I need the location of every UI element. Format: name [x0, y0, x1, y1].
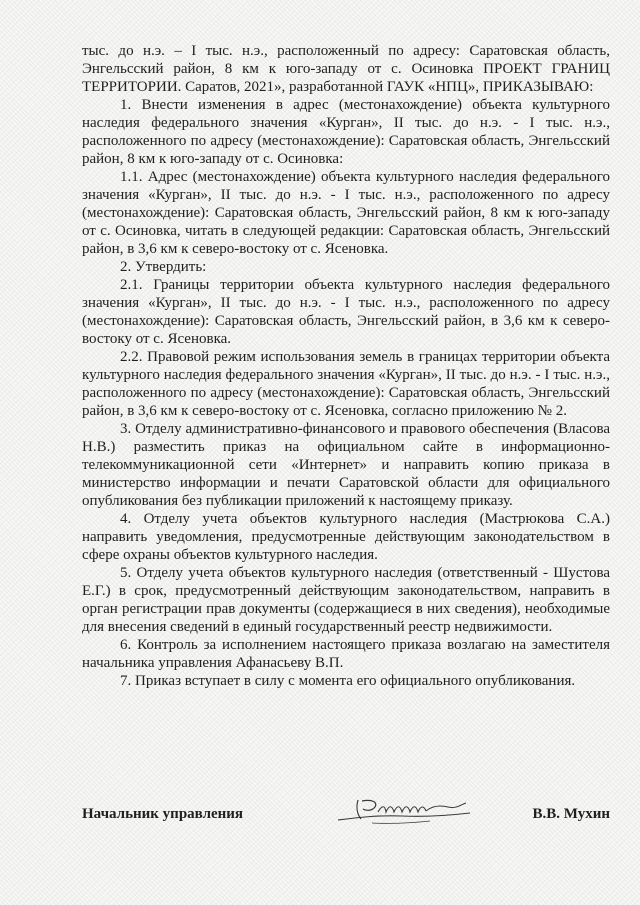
item-2-paragraph: 2. Утвердить:: [120, 259, 207, 275]
item-4-paragraph: 4. Отделу учета объектов культурного наследия (Мастрюкова С.А.) направить уведомления, предусмотренные действующим законодательством в сфере охраны объектов культурного наследия.: [82, 511, 610, 563]
item-7-paragraph: 7. Приказ вступает в силу с момента его официального опубликования.: [120, 673, 576, 689]
item-3-paragraph: 3. Отделу административно-финансового и правового обеспечения (Власова Н.В.) разместить приказ на официальном сайте в информационно-телекоммуникационной сети «Интернет» и направить копию приказа в министерство информации и печати Саратовской области для официального опубликования без публикации приложений к настоящему приказу.: [82, 421, 610, 509]
item-1-paragraph: 1. Внести изменения в адрес (местонахождение) объекта культурного наследия федерального значения «Курган», II тыс. до н.э. - I тыс. н.э., расположенного по адресу (местонахождение): Саратовская область, Энгельсский район, 8 км к юго-западу от с. Осиновка:: [82, 97, 610, 167]
item-1-1-paragraph: 1.1. Адрес (местонахождение) объекта культурного наследия федерального значения «Курган», II тыс. до н.э. - I тыс. н.э., расположенного по адресу (местонахождение): Саратовская область, Энгельсский район, 8 км к юго-западу от с. Осиновка, читать в следующей редакции: Саратовская область, Энгельсский район, в 3,6 км к северо-востоку от с. Ясеновка.: [82, 169, 610, 257]
item-2-1-paragraph: 2.1. Границы территории объекта культурного наследия федерального значения «Курган», II тыс. до н.э. - I тыс. н.э., расположенного по адресу (местонахождение): Саратовская область, Энгельсский район, в 3,6 км к северо-востоку от с. Ясеновка.: [82, 277, 610, 347]
handwritten-signature: [332, 793, 482, 827]
signature-block: [82, 793, 610, 829]
signer-name: В.В. Мухин: [532, 806, 610, 822]
preamble-paragraph: тыс. до н.э. – I тыс. н.э., расположенный по адресу: Саратовская область, Энгельсский район, 8 км к юго-западу от с. Осиновка ПРОЕКТ ГРАНИЦ ТЕРРИТОРИИ. Саратов, 2021», разработанной ГАУК «НПЦ», ПРИКАЗЫВАЮ:: [82, 43, 610, 95]
item-2-2-paragraph: 2.2. Правовой режим использования земель в границах территории объекта культурного наследия федерального значения «Курган», II тыс. до н.э. - I тыс. н.э., расположенного по адресу (местонахождение): Саратовская область, Энгельсский район, в 3,6 км к северо-востоку от с. Ясеновка, согласно приложению № 2.: [82, 349, 610, 419]
signer-position: Начальник управления: [82, 806, 244, 822]
item-5-paragraph: 5. Отделу учета объектов культурного наследия (ответственный - Шустова Е.Г.) в срок, предусмотренный действующим законодательством, направить в орган регистрации прав документы (содержащиеся в них сведения), необходимые для внесения сведений в единый государственный реестр недвижимости.: [82, 565, 610, 635]
item-6-paragraph: 6. Контроль за исполнением настоящего приказа возлагаю на заместителя начальника управления Афанасьеву В.П.: [82, 637, 610, 671]
